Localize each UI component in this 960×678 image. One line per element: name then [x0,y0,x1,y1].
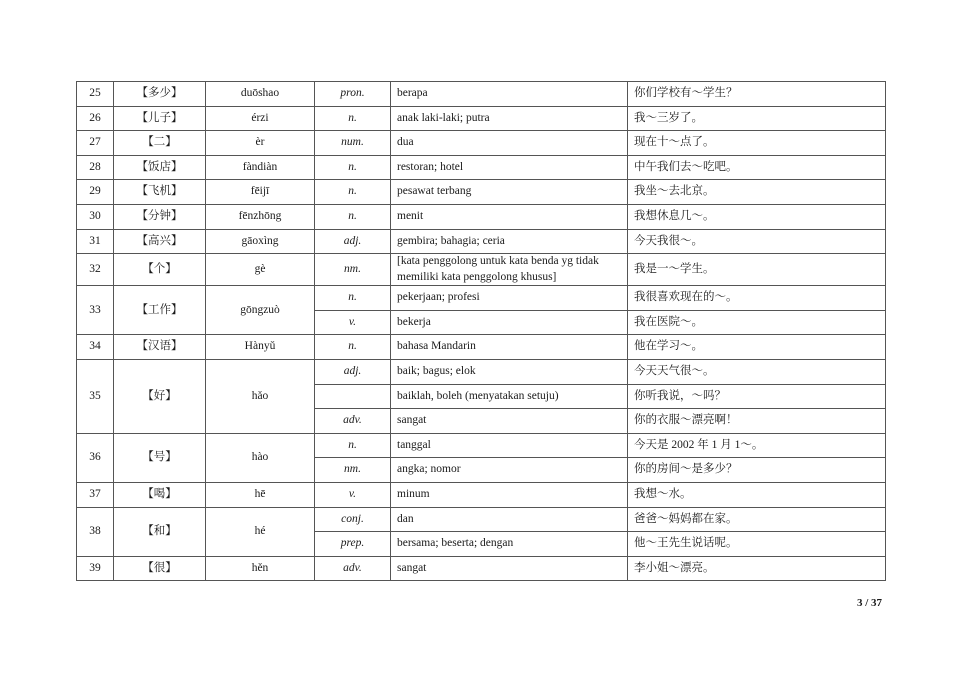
entry-pinyin: gāoxìng [206,229,315,254]
table-row [77,82,886,107]
entry-pinyin: érzi [206,106,315,131]
entry-meaning: tanggal [391,433,628,458]
entry-pinyin: hěn [206,556,315,581]
entry-example: 他在学习～。 [628,335,886,360]
entry-part-of-speech: adv. [315,409,391,434]
entry-hanzi: 【高兴】 [114,229,206,254]
entry-example: 我想休息几～。 [628,204,886,229]
entry-pinyin: hē [206,482,315,507]
table-row [77,433,886,458]
entry-hanzi: 【饭店】 [114,155,206,180]
entry-pinyin: Hànyǔ [206,335,315,360]
entry-pinyin: gōngzuò [206,286,315,335]
entry-number: 28 [77,155,114,180]
table-row [77,229,886,254]
entry-number: 26 [77,106,114,131]
entry-meaning: menit [391,204,628,229]
entry-number: 33 [77,286,114,335]
entry-number: 39 [77,556,114,581]
entry-meaning: baiklah, boleh (menyatakan setuju) [391,384,628,409]
entry-pinyin: hǎo [206,359,315,433]
entry-example: 爸爸～妈妈都在家。 [628,507,886,532]
entry-meaning: baik; bagus; elok [391,359,628,384]
entry-part-of-speech: n. [315,106,391,131]
entry-number: 25 [77,82,114,107]
entry-meaning: berapa [391,82,628,107]
entry-meaning: anak laki-laki; putra [391,106,628,131]
entry-number: 32 [77,254,114,286]
entry-example: 李小姐～漂亮。 [628,556,886,581]
entry-part-of-speech: nm. [315,458,391,483]
entry-example: 你的衣服～漂亮啊！ [628,409,886,434]
entry-part-of-speech: n. [315,286,391,311]
entry-meaning: minum [391,482,628,507]
entry-hanzi: 【很】 [114,556,206,581]
table-row [77,359,886,384]
entry-meaning: bekerja [391,310,628,335]
entry-part-of-speech: pron. [315,82,391,107]
table-row [77,131,886,156]
entry-part-of-speech: prep. [315,532,391,557]
entry-number: 35 [77,359,114,433]
table-row [77,286,886,311]
entry-part-of-speech: n. [315,180,391,205]
entry-example: 我在医院～。 [628,310,886,335]
entry-hanzi: 【和】 [114,507,206,556]
entry-hanzi: 【二】 [114,131,206,156]
table-row [77,507,886,532]
page-number: 3 / 37 [856,597,882,609]
entry-part-of-speech: adj. [315,359,391,384]
table-row [77,254,886,286]
entry-pinyin: duōshao [206,82,315,107]
entry-example: 我是一～学生。 [628,254,886,286]
entry-number: 34 [77,335,114,360]
entry-meaning: pekerjaan; profesi [391,286,628,311]
entry-part-of-speech: v. [315,310,391,335]
entry-meaning: [kata penggolong untuk kata benda yg tidak memiliki kata penggolong khusus] [391,254,628,286]
entry-pinyin: hào [206,433,315,482]
entry-hanzi: 【多少】 [114,82,206,107]
entry-meaning: gembira; bahagia; ceria [391,229,628,254]
entry-example: 你们学校有～学生？ [628,82,886,107]
entry-meaning: pesawat terbang [391,180,628,205]
table-row [77,556,886,581]
entry-number: 29 [77,180,114,205]
entry-part-of-speech: nm. [315,254,391,286]
entry-example: 你听我说，～吗？ [628,384,886,409]
entry-meaning: dua [391,131,628,156]
table-row [77,106,886,131]
entry-pinyin: fēnzhōng [206,204,315,229]
table-row [77,204,886,229]
entry-part-of-speech: n. [315,335,391,360]
entry-part-of-speech: num. [315,131,391,156]
entry-example: 我想～水。 [628,482,886,507]
entry-hanzi: 【工作】 [114,286,206,335]
table-row [77,335,886,360]
entry-meaning: sangat [391,409,628,434]
table-row [77,180,886,205]
entry-hanzi: 【分钟】 [114,204,206,229]
entry-part-of-speech: adv. [315,556,391,581]
entry-pinyin: fēijī [206,180,315,205]
entry-number: 27 [77,131,114,156]
entry-hanzi: 【个】 [114,254,206,286]
vocabulary-table [76,81,886,581]
entry-part-of-speech: adj. [315,229,391,254]
entry-example: 中午我们去～吃吧。 [628,155,886,180]
entry-example: 我～三岁了。 [628,106,886,131]
entry-example: 我坐～去北京。 [628,180,886,205]
entry-meaning: angka; nomor [391,458,628,483]
entry-number: 38 [77,507,114,556]
entry-meaning: bahasa Mandarin [391,335,628,360]
entry-number: 37 [77,482,114,507]
entry-part-of-speech: n. [315,204,391,229]
entry-hanzi: 【儿子】 [114,106,206,131]
entry-number: 30 [77,204,114,229]
entry-part-of-speech [315,384,391,409]
entry-number: 31 [77,229,114,254]
entry-hanzi: 【好】 [114,359,206,433]
entry-example: 今天我很～。 [628,229,886,254]
entry-hanzi: 【汉语】 [114,335,206,360]
entry-pinyin: fàndiàn [206,155,315,180]
entry-pinyin: gè [206,254,315,286]
entry-hanzi: 【号】 [114,433,206,482]
entry-part-of-speech: n. [315,155,391,180]
entry-example: 我很喜欢现在的～。 [628,286,886,311]
entry-part-of-speech: n. [315,433,391,458]
entry-example: 你的房间～是多少？ [628,458,886,483]
table-row [77,155,886,180]
entry-pinyin: èr [206,131,315,156]
entry-pinyin: hé [206,507,315,556]
entry-meaning: dan [391,507,628,532]
table-row [77,482,886,507]
vocabulary-table-body [77,82,886,581]
entry-example: 现在十～点了。 [628,131,886,156]
entry-meaning: restoran; hotel [391,155,628,180]
entry-example: 他～王先生说话呢。 [628,532,886,557]
entry-number: 36 [77,433,114,482]
entry-example: 今天天气很～。 [628,359,886,384]
entry-hanzi: 【喝】 [114,482,206,507]
entry-hanzi: 【飞机】 [114,180,206,205]
entry-part-of-speech: conj. [315,507,391,532]
entry-example: 今天是 2002 年 1 月 1～。 [628,433,886,458]
entry-part-of-speech: v. [315,482,391,507]
entry-meaning: bersama; beserta; dengan [391,532,628,557]
entry-meaning: sangat [391,556,628,581]
